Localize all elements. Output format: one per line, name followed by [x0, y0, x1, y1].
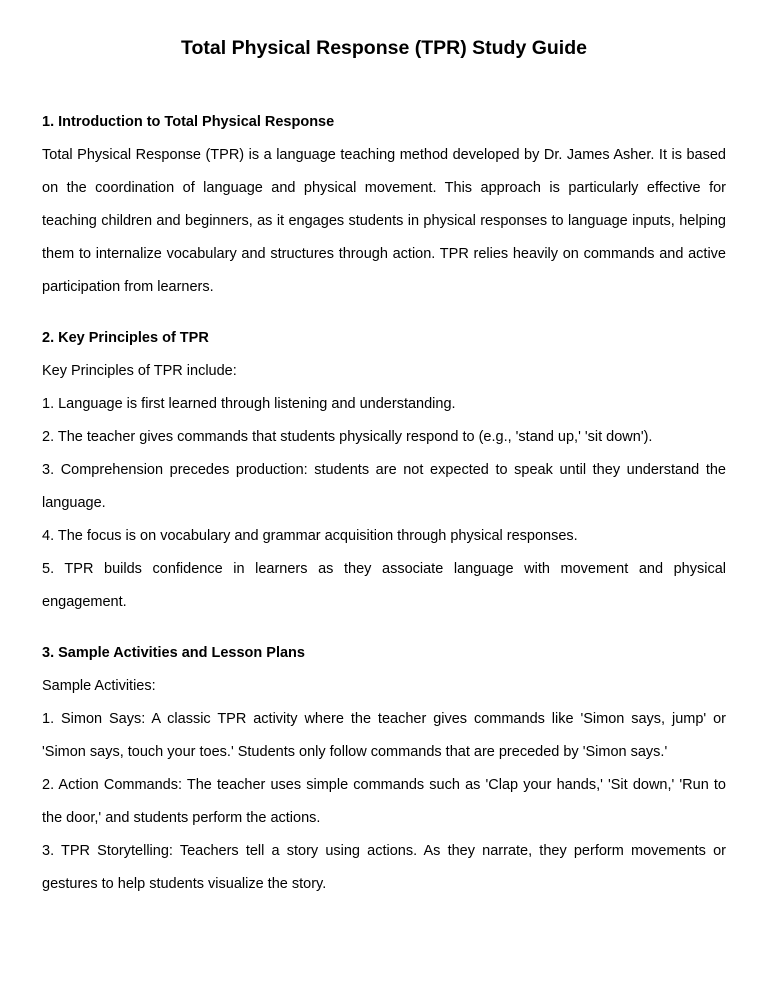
- list-item: 2. The teacher gives commands that students physically respond to (e.g., 'stand up,' 'sit down').: [42, 429, 653, 445]
- section-heading: 3. Sample Activities and Lesson Plans: [42, 645, 305, 661]
- list-item: 2. Action Commands: The teacher uses simple commands such as 'Clap your hands,' 'Sit down,' 'Run to the door,' and students perform the actions.: [42, 777, 726, 826]
- section-heading: 1. Introduction to Total Physical Response: [42, 114, 335, 130]
- section-introduction: [42, 106, 726, 304]
- section-sample-activities: [42, 637, 726, 901]
- paragraph: Sample Activities:: [42, 678, 156, 694]
- list-item: 1. Simon Says: A classic TPR activity where the teacher gives commands like 'Simon says, jump' or 'Simon says, touch your toes.' Students only follow commands that are preceded by 'Simon says.': [42, 711, 726, 760]
- paragraph: Total Physical Response (TPR) is a language teaching method developed by Dr. James Asher. It is based on the coordination of language and physical movement. This approach is particularly effective for teaching children and beginners, as it engages students in physical responses to language inputs, helping them to internalize vocabulary and structures through action. TPR relies heavily on commands and active participation from learners.: [42, 147, 726, 295]
- list-item: 3. Comprehension precedes production: students are not expected to speak until they understand the language.: [42, 462, 726, 511]
- section-heading: 2. Key Principles of TPR: [42, 330, 209, 346]
- document-title: Total Physical Response (TPR) Study Guide: [181, 37, 587, 59]
- list-item: 3. TPR Storytelling: Teachers tell a story using actions. As they narrate, they perform movements or gestures to help students visualize the story.: [42, 843, 726, 892]
- list-item: 1. Language is first learned through listening and understanding.: [42, 396, 456, 412]
- paragraph: Key Principles of TPR include:: [42, 363, 237, 379]
- list-item: 5. TPR builds confidence in learners as they associate language with movement and physical engagement.: [42, 561, 726, 610]
- section-key-principles: [42, 322, 726, 619]
- list-item: 4. The focus is on vocabulary and grammar acquisition through physical responses.: [42, 528, 578, 544]
